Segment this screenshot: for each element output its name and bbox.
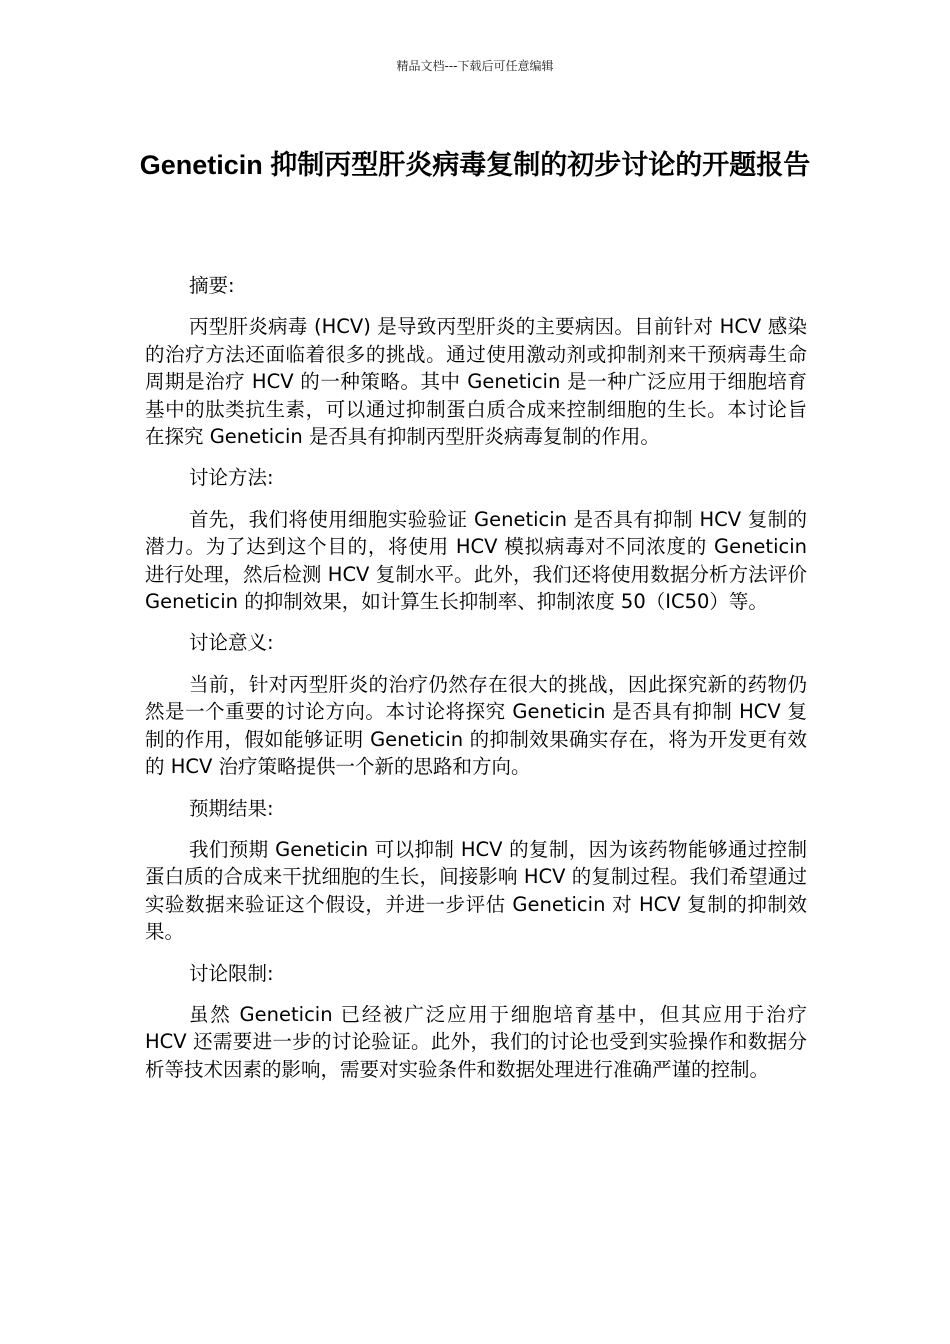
significance-paragraph: 当前，针对丙型肝炎的治疗仍然存在很大的挑战，因此探究新的药物仍然是一个重要的讨论方向。本讨论将探究 Geneticin 是否具有抑制 HCV 复制的作用，假如能够证明 Geneticin 的抑制效果确实存在，将为开发更有效的 HCV 治疗策略提供一个新的思路和方向。: [145, 672, 807, 779]
expected-results-paragraph: 我们预期 Geneticin 可以抑制 HCV 的复制，因为该药物能够通过控制蛋白质的合成来干扰细胞的生长，间接影响 HCV 的复制过程。我们希望通过实验数据来验证这个假设，并进一步评估 Geneticin 对 HCV 复制的抑制效果。: [145, 837, 807, 944]
abstract-heading: 摘要:: [189, 274, 235, 297]
document-title: Geneticin 抑制丙型肝炎病毒复制的初步讨论的开题报告: [139, 150, 811, 180]
limitations-paragraph: 虽然 Geneticin 已经被广泛应用于细胞培育基中，但其应用于治疗 HCV 还需要进一步的讨论验证。此外，我们的讨论也受到实验操作和数据分析等技术因素的影响，需要对实验条件和数据处理进行准确严谨的控制。: [145, 1002, 807, 1081]
significance-heading: 讨论意义:: [189, 631, 274, 655]
abstract-paragraph: 丙型肝炎病毒 (HCV) 是导致丙型肝炎的主要病因。目前针对 HCV 感染的治疗方法还面临着很多的挑战。通过使用激动剂或抑制剂来干预病毒生命周期是治疗 HCV 的一种策略。其中 Geneticin 是一种广泛应用于细胞培育基中的肽类抗生素，可以通过抑制蛋白质合成来控制细胞的生长。本讨论旨在探究 Geneticin 是否具有抑制丙型肝炎病毒复制的作用。: [145, 315, 807, 449]
document-body: [145, 272, 807, 1097]
limitations-heading: 讨论限制:: [189, 961, 274, 985]
methods-paragraph: 首先，我们将使用细胞实验验证 Geneticin 是否具有抑制 HCV 复制的潜力。为了达到这个目的，将使用 HCV 模拟病毒对不同浓度的 Geneticin 进行处理，然后检测 HCV 复制水平。此外，我们还将使用数据分析方法评价 Geneticin 的抑制效果，如计算生长抑制率、抑制浓度 50（IC50）等。: [145, 507, 807, 614]
page-header-note: 精品文档---下载后可任意编辑: [396, 59, 554, 73]
methods-heading: 讨论方法:: [189, 466, 274, 490]
expected-results-heading: 预期结果:: [189, 796, 274, 820]
